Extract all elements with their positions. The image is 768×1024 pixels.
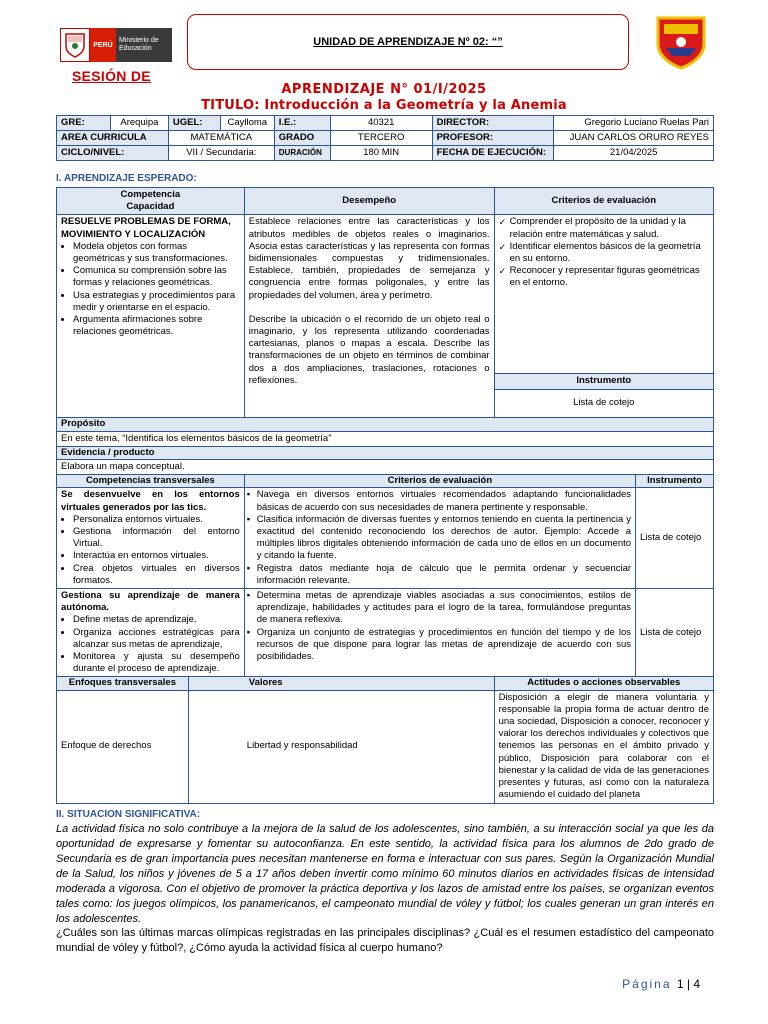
ct1-list [61,514,240,587]
ugel-value: Caylloma [220,116,274,131]
session-label: SESIÓN DE [72,68,151,84]
unit-title-box [187,14,629,70]
list-item: ▪ Navega en diversos entornos virtuales recomendados adaptando funcionalidades básicas de acuerdo con sus necesidades de manera pertinente y responsable. [257,489,631,513]
header-valores: Valores [188,677,494,690]
desempeno-text-2: Describe la ubicación o el recorrido de un objeto real o imaginario, y los representa utilizando coordenadas cartesianas, planos o mapas a escala. Describe las transformaciones de un objeto en términos de combinar dos a dos ampliaciones, traslaciones, rotaciones o reflexiones. [248,313,490,386]
list-item: • Monitorea y ajusta su desempeño durante el proceso de aprendizaje. [73,651,240,675]
gre-label: GRE: [57,116,111,131]
duracion-value: 180 MIN [330,146,432,161]
pregunta-text: ¿Cuáles son las últimas marcas olímpicas registradas en las principales disciplinas? ¿Cuál es el resumen estadístico del campeonato mundial de vóley y fútbol?, ¿Cómo ayuda la actividad física al cuerpo humano? [56,927,714,954]
ie-label: I.E.: [274,116,330,131]
director-value: Gregorio Luciano Ruelas Pari [554,116,714,131]
section-2-heading: II. SITUACION SIGNIFICATIVA: [56,809,201,820]
proposito-value: En este tema, “Identifica los elementos básicos de la geometría” [57,431,714,446]
header-competencia [57,188,245,215]
header-desempeno: Desempeño [244,188,494,215]
actitudes-value: Disposición a elegir de manera voluntaria y responsable la propia forma de actuar dentro de una sociedad, Disposición a conocer, reconocer y valorar los derechos individuales y colectivos que tenemos las personas en el ámbito privado y público, Disposición para colaborar con el bienestar y la calidad de vida de las generaciones presentes y futuras, así como con la naturaleza asumiendo el cuidado del planeta [494,690,713,803]
criterios-cell [494,215,713,374]
capacidades-list [61,241,240,339]
header-actitudes: Actitudes o acciones observables [494,677,713,690]
ct1-cell [57,488,245,589]
list-item: • Interactúa en entornos virtuales. [73,550,240,562]
fecha-label: FECHA DE EJECUCIÓN: [432,146,554,161]
list-item: ▪ Clasifica información de diversas fuentes y entornos teniendo en cuenta la pertinencia y exactitud del contenido reconociendo los derechos de autor. Ejemplo: Accede a múltiples libros digitales obteniendo información de cada uno de ellos en un documento y citando la fuente. [257,514,631,563]
grado-label: GRADO [274,131,330,146]
fecha-value: 21/04/2025 [554,146,714,161]
ciclo-label: CICLO/NIVEL: [57,146,169,161]
footer-label: Página [622,977,672,991]
situacion-text: La actividad física no solo contribuye a la mejora de la salud de los adolescentes, sino también, a su interacción social ya que les da oportunidad de expresarse y fomentar su autoconfianza. En este sentido, la actividad física para los alumnos de 2do grado de Secundaria es de gran importancia pues necesitan mantenerse en forma e interactuar con sus pares. Según la Organización Mundial de la Salud, los niños y jóvenes de 5 a 17 años deben invertir como mínimo 60 minutos diarios en actividades físicas de intensidad moderada a vigorosa. Con el objetivo de promover la práctica deportiva y los lazos de amistad entre los países, se organizan eventos tales como: los juegos olímpicos, los panamericanos, el campeonato mundial de vóley y fútbol; los cuales generan un gran interés en los adolescentes. [56,823,714,925]
grado-value: TERCERO [330,131,432,146]
enfoque-value: Enfoque de derechos [57,690,189,803]
session-number: APRENDIZAJE N° 01/I/2025 [281,82,487,97]
profesor-label: PROFESOR: [432,131,554,146]
peru-shield-icon [60,28,90,62]
unit-title: UNIDAD DE APRENDIZAJE Nº 02: “” [313,36,503,48]
page-footer [622,977,700,991]
ie-value: 40321 [330,116,432,131]
header-ct-criterios: Criterios de evaluación [244,475,635,488]
ct1-criterios-cell [244,488,635,589]
list-item: • Argumenta afirmaciones sobre relaciones geométricas. [73,314,240,338]
list-item: • Crea objetos virtuales en diversos formatos. [73,563,240,587]
competencia-title: RESUELVE PROBLEMAS DE FORMA, MOVIMIENTO Y LOCALIZACIÓN [61,216,231,240]
evidencia-value: Elabora un mapa conceptual. [57,460,714,475]
school-crest-icon [652,14,710,70]
competencia-label: Competencia [120,189,181,200]
list-item: • Organiza acciones estratégicas para alcanzar sus metas de aprendizaje, [73,627,240,651]
director-label: DIRECTOR: [432,116,554,131]
list-item: • Gestiona información del entorno Virtual. [73,526,240,550]
profesor-value: JUAN CARLOS ORURO REYES [554,131,714,146]
list-item: • Usa estrategias y procedimientos para medir y orientarse en el espacio. [73,290,240,314]
ct1-title: Se desenvuelve en los entornos virtuales generados por las tics. [61,489,240,513]
ct2-title: Gestiona su aprendizaje de manera autónoma. [61,590,240,614]
area-value: MATEMÁTICA [168,131,274,146]
header-instrumento: Instrumento [494,374,713,389]
list-item: • Define metas de aprendizaje. [73,614,240,626]
competencia-cell [57,215,245,418]
ct1-instrumento: Lista de cotejo [636,488,714,589]
header-criterios: Criterios de evaluación [494,188,713,215]
session-title: TITULO: Introducción a la Geometría y la Anemia [201,98,567,113]
desempeno-cell [244,215,494,418]
list-item: ✓ Comprender el propósito de la unidad y la relación entre matemáticas y salud. [510,216,709,240]
list-item: ✓ Identificar elementos básicos de la geometría en su entorno. [510,241,709,265]
area-label: AREA CURRICULA [57,131,169,146]
ministry-logo [60,28,172,62]
ugel-label: UGEL: [168,116,220,131]
info-table [56,115,714,161]
ct1-criterios-list [257,489,631,587]
list-item: ✓ Reconocer y representar figuras geométricas en el entorno. [510,265,709,289]
list-item: • Comunica su comprensión sobre las formas y relaciones geométricas. [73,265,240,289]
page-number: 1 | 4 [676,977,700,991]
ciclo-value: VII / Secundaria: [168,146,274,161]
header-competencias-transversales: Competencias transversales [57,475,245,488]
header-enfoques: Enfoques transversales [57,677,189,690]
capacidad-label: Capacidad [126,201,175,213]
ct2-instrumento: Lista de cotejo [636,589,714,677]
header-evidencia: Evidencia / producto [57,446,714,459]
list-item: ▪ Organiza un conjunto de estrategias y procedimientos en función del tiempo y de los recursos de que dispone para lograr las metas de aprendizaje de acuerdo con sus posibilidades. [257,627,631,664]
ct2-criterios-list [257,590,631,663]
list-item: ▪ Determina metas de aprendizaje viables asociadas a sus conocimientos, estilos de aprendizaje, habilidades y actitudes para el logro de la tarea, formulándose preguntas de manera reflexiva. [257,590,631,627]
ministry-label: Ministerio de Educación [116,28,172,62]
peru-label: PERÚ [90,28,116,62]
ct2-cell [57,589,245,677]
duracion-label: DURACIÓN [274,146,330,161]
desempeno-text-1: Establece relaciones entre las características y los atributos medibles de objetos reales o imaginarios. Asocia estas características y las representa con formas bidimensionales compuestas y tridimensionales. Establece, también, propiedades de semejanza y congruencia entre formas poligonales, y entre las propiedades del volumen, área y perímetro. [248,216,490,301]
list-item: ▪ Registra datos mediante hoja de cálculo que le permita ordenar y secuenciar información relevante. [257,563,631,587]
ct2-criterios-cell [244,589,635,677]
list-item: • Modela objetos con formas geométricas y sus transformaciones. [73,241,240,265]
gre-value: Arequipa [110,116,168,131]
learning-table [56,187,714,804]
section-1-heading: I. APRENDIZAJE ESPERADO: [56,173,197,184]
ct2-list [61,614,240,675]
valores-value: Libertad y responsabilidad [188,690,494,803]
list-item: • Personaliza entornos virtuales. [73,514,240,526]
instrumento-value: Lista de cotejo [494,389,713,418]
criterios-list [510,216,709,289]
header-ct-instrumento: Instrumento [636,475,714,488]
header-proposito: Propósito [57,418,714,431]
